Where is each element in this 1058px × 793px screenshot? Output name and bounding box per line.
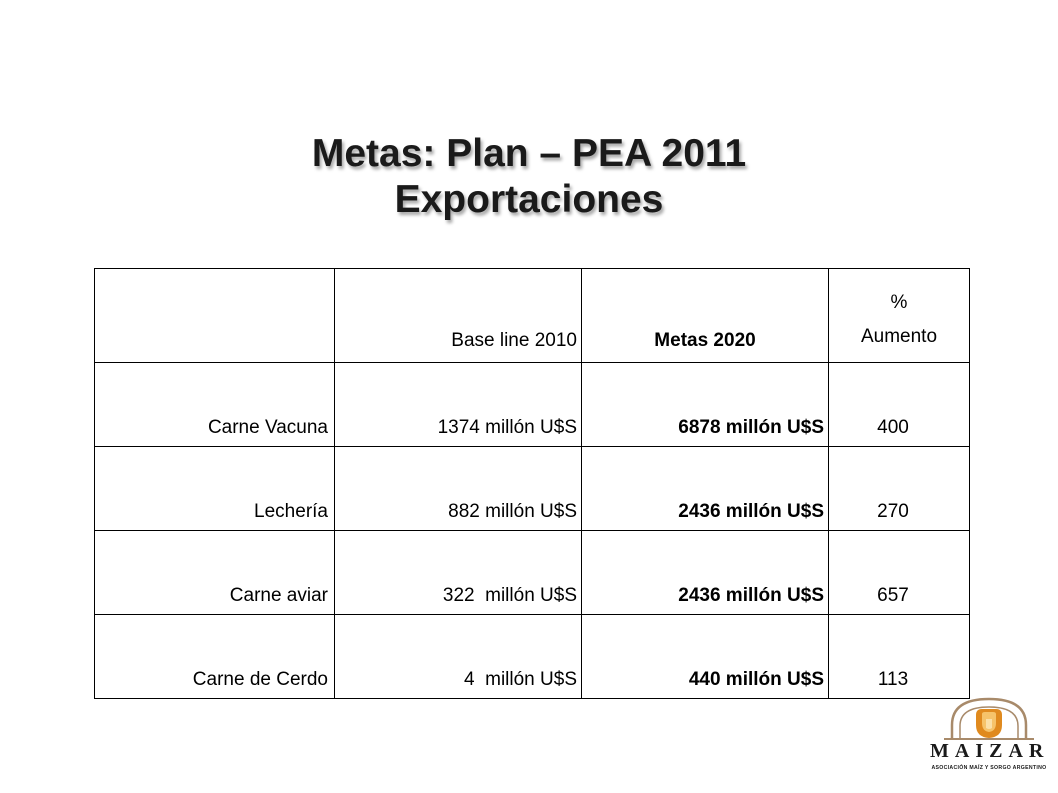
logo-wordmark: MAIZAR	[930, 740, 1050, 762]
table-row	[95, 531, 970, 615]
header-increase-label: Aumento	[860, 326, 938, 347]
row-increase: 270	[829, 447, 970, 531]
row-increase: 113	[829, 615, 970, 699]
row-goal: 2436 millón U$S	[582, 447, 829, 531]
row-baseline: 322 millón U$S	[335, 531, 582, 615]
row-product: Carne de Cerdo	[95, 615, 335, 699]
row-increase: 400	[829, 363, 970, 447]
row-product: Lechería	[95, 447, 335, 531]
row-goal: 6878 millón U$S	[582, 363, 829, 447]
row-baseline: 4 millón U$S	[335, 615, 582, 699]
header-product	[95, 269, 335, 363]
row-baseline: 1374 millón U$S	[335, 363, 582, 447]
header-goal: Metas 2020	[582, 269, 829, 363]
slide-title-line-1: Metas: Plan – PEA 2011	[311, 132, 747, 175]
header-increase-symbol: %	[890, 292, 908, 313]
row-goal: 2436 millón U$S	[582, 531, 829, 615]
header-increase	[829, 269, 970, 363]
table-row	[95, 615, 970, 699]
row-increase: 657	[829, 531, 970, 615]
table-header-row	[95, 269, 970, 363]
row-baseline: 882 millón U$S	[335, 447, 582, 531]
corn-kernel-icon	[930, 695, 1048, 741]
row-product: Carne aviar	[95, 531, 335, 615]
slide-title-line-2: Exportaciones	[394, 178, 664, 221]
exports-goals-table	[94, 268, 970, 699]
table-row	[95, 447, 970, 531]
row-goal: 440 millón U$S	[582, 615, 829, 699]
row-product: Carne Vacuna	[95, 363, 335, 447]
maizar-logo	[930, 695, 1048, 777]
header-baseline: Base line 2010	[335, 269, 582, 363]
logo-tagline: ASOCIACIÓN MAÍZ Y SORGO ARGENTINO	[931, 765, 1047, 771]
table-row	[95, 363, 970, 447]
